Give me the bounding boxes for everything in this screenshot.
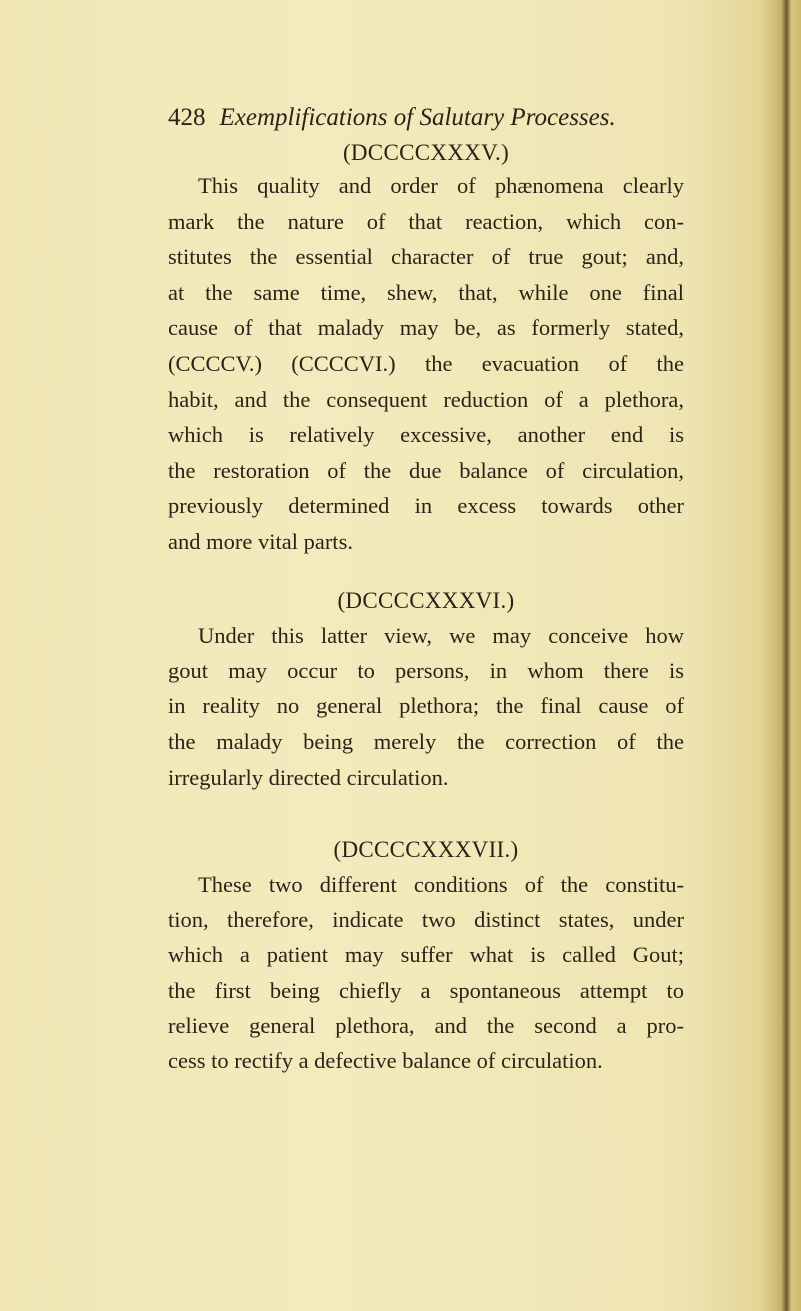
text-line: and more vital parts. (168, 529, 353, 554)
section-heading: (DCCCCXXXV.) (342, 140, 510, 165)
text-line: These two different conditions of the constitu- (198, 872, 684, 897)
section-heading: (DCCCCXXXVI.) (337, 588, 515, 613)
page-number: 428 (168, 104, 206, 131)
text-line: the restoration of the due balance of circulation, (168, 458, 684, 483)
text-line: which a patient may suffer what is called Gout; (168, 942, 684, 967)
text-line: previously determined in excess towards other (168, 493, 684, 518)
text-line: Under this latter view, we may conceive how (198, 623, 684, 648)
running-header (168, 104, 654, 132)
text-line: This quality and order of phænomena clearly (198, 173, 684, 198)
text-line: habit, and the consequent reduction of a plethora, (168, 387, 684, 412)
text-line: irregularly directed circulation. (168, 765, 449, 790)
text-line: cess to rectify a defective balance of circulation. (168, 1048, 603, 1073)
text-line: in reality no general plethora; the final cause of (168, 693, 684, 718)
text-line: gout may occur to persons, in whom there is (168, 658, 684, 683)
text-line: relieve general plethora, and the second a pro- (168, 1013, 684, 1038)
running-title: Exemplifications of Salutary Processes. (219, 104, 616, 131)
text-line: at the same time, shew, that, while one final (168, 280, 684, 305)
text-line: the malady being merely the correction of the (168, 729, 684, 754)
text-line: stitutes the essential character of true gout; and, (168, 244, 684, 269)
text-line: cause of that malady may be, as formerly stated, (168, 315, 684, 340)
text-line: mark the nature of that reaction, which con- (168, 209, 684, 234)
text-line: the first being chiefly a spontaneous attempt to (168, 978, 684, 1003)
text-line: (CCCCV.) (CCCCVI.) the evacuation of the (168, 351, 684, 376)
text-line: which is relatively excessive, another end is (168, 422, 684, 447)
section-heading: (DCCCCXXXVII.) (333, 837, 519, 862)
text-line: tion, therefore, indicate two distinct states, under (168, 907, 684, 932)
